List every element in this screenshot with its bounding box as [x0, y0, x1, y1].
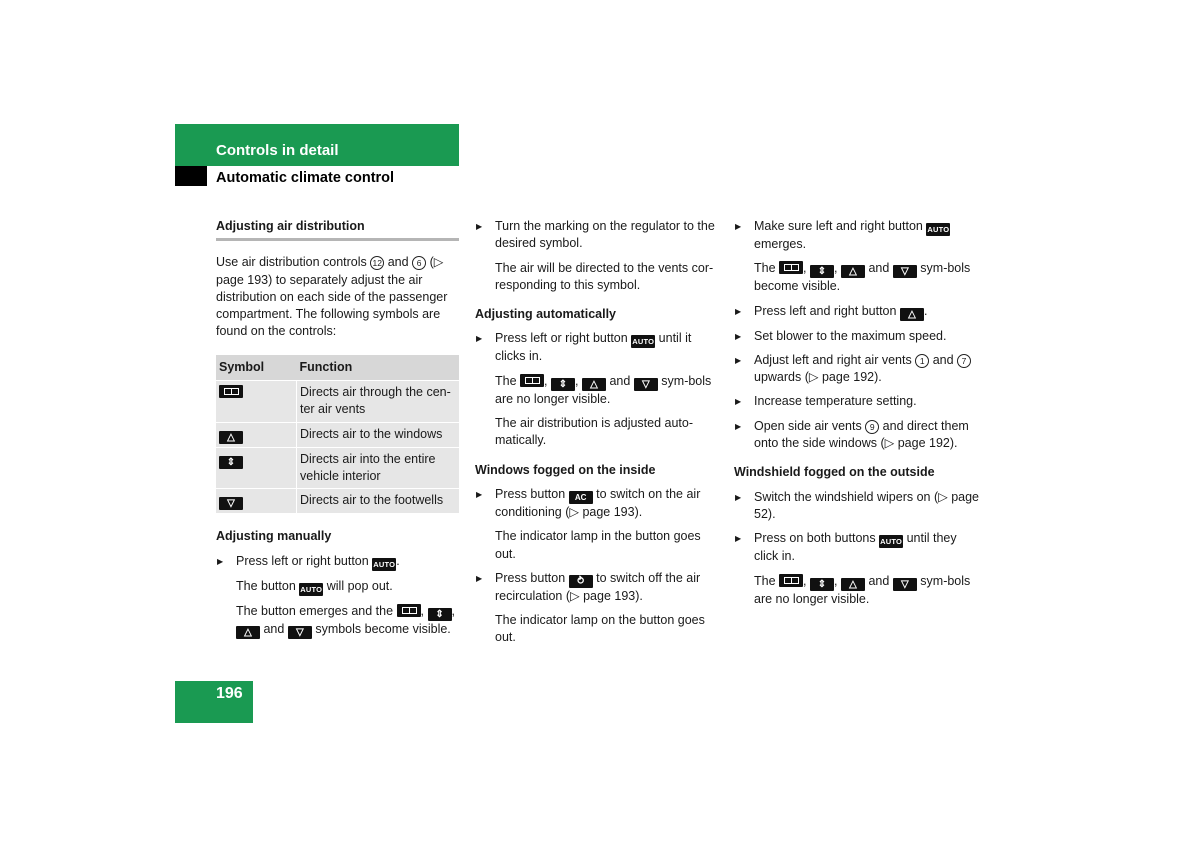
step-text: Press button: [495, 570, 566, 585]
up-down-arrow-icon: [551, 378, 575, 391]
period: .: [396, 553, 400, 568]
period: .: [923, 303, 928, 318]
step-ensure-auto: [734, 218, 984, 253]
auto-button-icon: [879, 535, 903, 548]
comma: ,: [544, 373, 548, 388]
note-emerges: [216, 603, 459, 639]
comma: ,: [834, 573, 838, 588]
windshield-arrow-icon: [236, 626, 260, 639]
column-1: [216, 218, 459, 646]
note-text: sym-bols become visible.: [754, 261, 971, 294]
vent-number-7: 7: [957, 354, 971, 368]
table-header-function: Function: [297, 355, 460, 381]
and-text: and: [263, 621, 285, 636]
center-vent-icon: [520, 374, 544, 387]
step-text: to switch on the air conditioning (▷ page 193).: [495, 486, 701, 519]
step-text: Press left or right button: [495, 331, 628, 346]
table-cell-function: Directs air to the footwells: [297, 489, 460, 514]
note-text: will pop out.: [326, 578, 393, 593]
table-cell-symbol: [216, 422, 297, 447]
windshield-arrow-icon: [582, 378, 606, 391]
up-down-arrow-icon: [810, 265, 834, 278]
step-text: Open side air vents: [754, 418, 862, 433]
table-header-row: [216, 355, 459, 381]
auto-button-icon: [631, 335, 655, 348]
step-press-windows: [734, 303, 984, 321]
step-text: emerges.: [754, 237, 807, 251]
step-blower: ▶ Set blower to the maximum speed.: [734, 328, 984, 345]
table-row: [216, 447, 459, 489]
and-text: and: [609, 373, 631, 388]
heading-adjust-auto: Adjusting automatically: [475, 307, 616, 322]
comma: ,: [834, 261, 838, 276]
heading-adjust-manually: Adjusting manually: [216, 529, 332, 544]
table-cell-function: Directs air into the entire vehicle interior: [297, 447, 460, 489]
note-directed: The air will be directed to the vents cor-responding to this symbol.: [495, 260, 714, 292]
vent-number-1: 1: [915, 354, 929, 368]
control-number-12: 12: [370, 256, 384, 270]
note-pop-out: [216, 578, 459, 596]
footwell-arrow-icon: [893, 578, 917, 591]
table-row: [216, 422, 459, 447]
and-text: and: [387, 255, 409, 270]
table-cell-symbol: [216, 381, 297, 423]
step-press-auto: [475, 330, 719, 365]
intro-text-cont: (▷ page 193) to separately adjust the air distribution on each side of the passenger compartment. The following symbols are found on the controls:: [216, 255, 448, 339]
ac-off-button-icon: [569, 491, 593, 504]
note-symbols-hidden-2: [734, 573, 984, 608]
step-text: Press left or right button: [236, 553, 369, 568]
center-vent-icon: [779, 574, 803, 587]
note-text: symbols become visible.: [315, 621, 451, 636]
auto-button-icon: [926, 223, 950, 236]
step-turn-regulator: ▶ Turn the marking on the regulator to the desired symbol.: [475, 218, 719, 253]
step-press-ac: [475, 486, 719, 521]
table-cell-function: Directs air through the cen-ter air vents: [297, 381, 460, 423]
center-vent-icon: [397, 604, 421, 617]
note-text: sym-bols are no longer visible.: [495, 373, 712, 406]
step-text: to switch off the air recirculation (▷ page 193).: [495, 570, 701, 603]
and-text: and: [868, 573, 890, 588]
step-wipers: ▶ Switch the windshield wipers on (▷ page 52).: [734, 489, 984, 524]
step-text: until it clicks in.: [495, 331, 692, 364]
column-2: [475, 218, 719, 654]
step-press-recirc: [475, 570, 719, 605]
windshield-arrow-icon: [219, 431, 243, 444]
vent-number-9: 9: [865, 420, 879, 434]
center-vent-icon: [219, 385, 243, 398]
step-text: Make sure left and right button: [754, 219, 923, 233]
windshield-arrow-icon: [841, 578, 865, 591]
column-3: [734, 218, 984, 615]
note-text: The: [754, 573, 776, 588]
note-auto-adjusted: The air distribution is adjusted auto-matically.: [495, 416, 694, 448]
up-down-arrow-icon: [428, 608, 452, 621]
note-lamp-ac: The indicator lamp in the button goes out.: [495, 529, 701, 561]
note-text: The: [495, 373, 517, 388]
control-number-6: 6: [412, 256, 426, 270]
step-press-button: [216, 553, 459, 571]
heading-fogged-outside: Windshield fogged on the outside: [734, 465, 935, 480]
footwell-arrow-icon: [219, 497, 243, 510]
and-text: and: [868, 261, 890, 276]
table-cell-function: Directs air to the windows: [297, 422, 460, 447]
auto-button-icon: [299, 583, 323, 596]
up-down-arrow-icon: [219, 456, 243, 469]
footwell-arrow-icon: [893, 265, 917, 278]
table-header-symbol: Symbol: [216, 355, 297, 381]
comma: ,: [803, 573, 807, 588]
note-symbols-hidden: [475, 373, 719, 408]
step-text: upwards (▷ page 192).: [754, 370, 882, 385]
step-text: Press left and right button: [754, 303, 897, 318]
note-text: The button emerges and the: [236, 603, 394, 618]
heading-air-distribution: Adjusting air distribution: [216, 218, 459, 241]
windshield-arrow-icon: [841, 265, 865, 278]
step-temperature: ▶ Increase temperature setting.: [734, 393, 984, 410]
up-down-arrow-icon: [810, 578, 834, 591]
footwell-arrow-icon: [634, 378, 658, 391]
comma: ,: [803, 261, 807, 276]
header-marker: [175, 166, 207, 186]
and-text: and: [932, 352, 954, 367]
step-press-both: [734, 530, 984, 565]
table-cell-symbol: [216, 447, 297, 489]
note-text: sym-bols are no longer visible.: [754, 573, 971, 606]
note-text: The button: [236, 578, 296, 593]
center-vent-icon: [779, 261, 803, 274]
intro-paragraph: [216, 254, 459, 340]
intro-text: Use air distribution controls: [216, 255, 367, 270]
step-text: Adjust left and right air vents: [754, 352, 912, 367]
step-text: Press button: [495, 486, 566, 501]
chapter-title: Controls in detail: [216, 142, 339, 159]
note-lamp-recirc: The indicator lamp on the button goes out.: [495, 613, 705, 645]
table-row: [216, 381, 459, 423]
windshield-arrow-icon: [900, 308, 924, 321]
step-text: and direct them onto the side windows (▷ page 192).: [754, 418, 969, 451]
section-title: Automatic climate control: [216, 170, 395, 186]
table-row: [216, 489, 459, 514]
footwell-arrow-icon: [288, 626, 312, 639]
table-cell-symbol: [216, 489, 297, 514]
step-text: Press on both buttons: [754, 531, 876, 546]
comma: ,: [420, 603, 425, 618]
note-text: The: [754, 261, 776, 276]
symbol-table: [216, 355, 459, 514]
page-number: 196: [216, 685, 243, 702]
step-air-vents: [734, 352, 984, 387]
note-symbols-visible: [734, 260, 984, 295]
step-text: until they click in.: [754, 531, 957, 564]
auto-button-icon: [372, 558, 396, 571]
step-side-vents: [734, 418, 984, 453]
recirculation-button-icon: [569, 575, 593, 588]
comma: ,: [451, 603, 455, 618]
heading-fogged-inside: Windows fogged on the inside: [475, 462, 656, 477]
comma: ,: [575, 373, 579, 388]
